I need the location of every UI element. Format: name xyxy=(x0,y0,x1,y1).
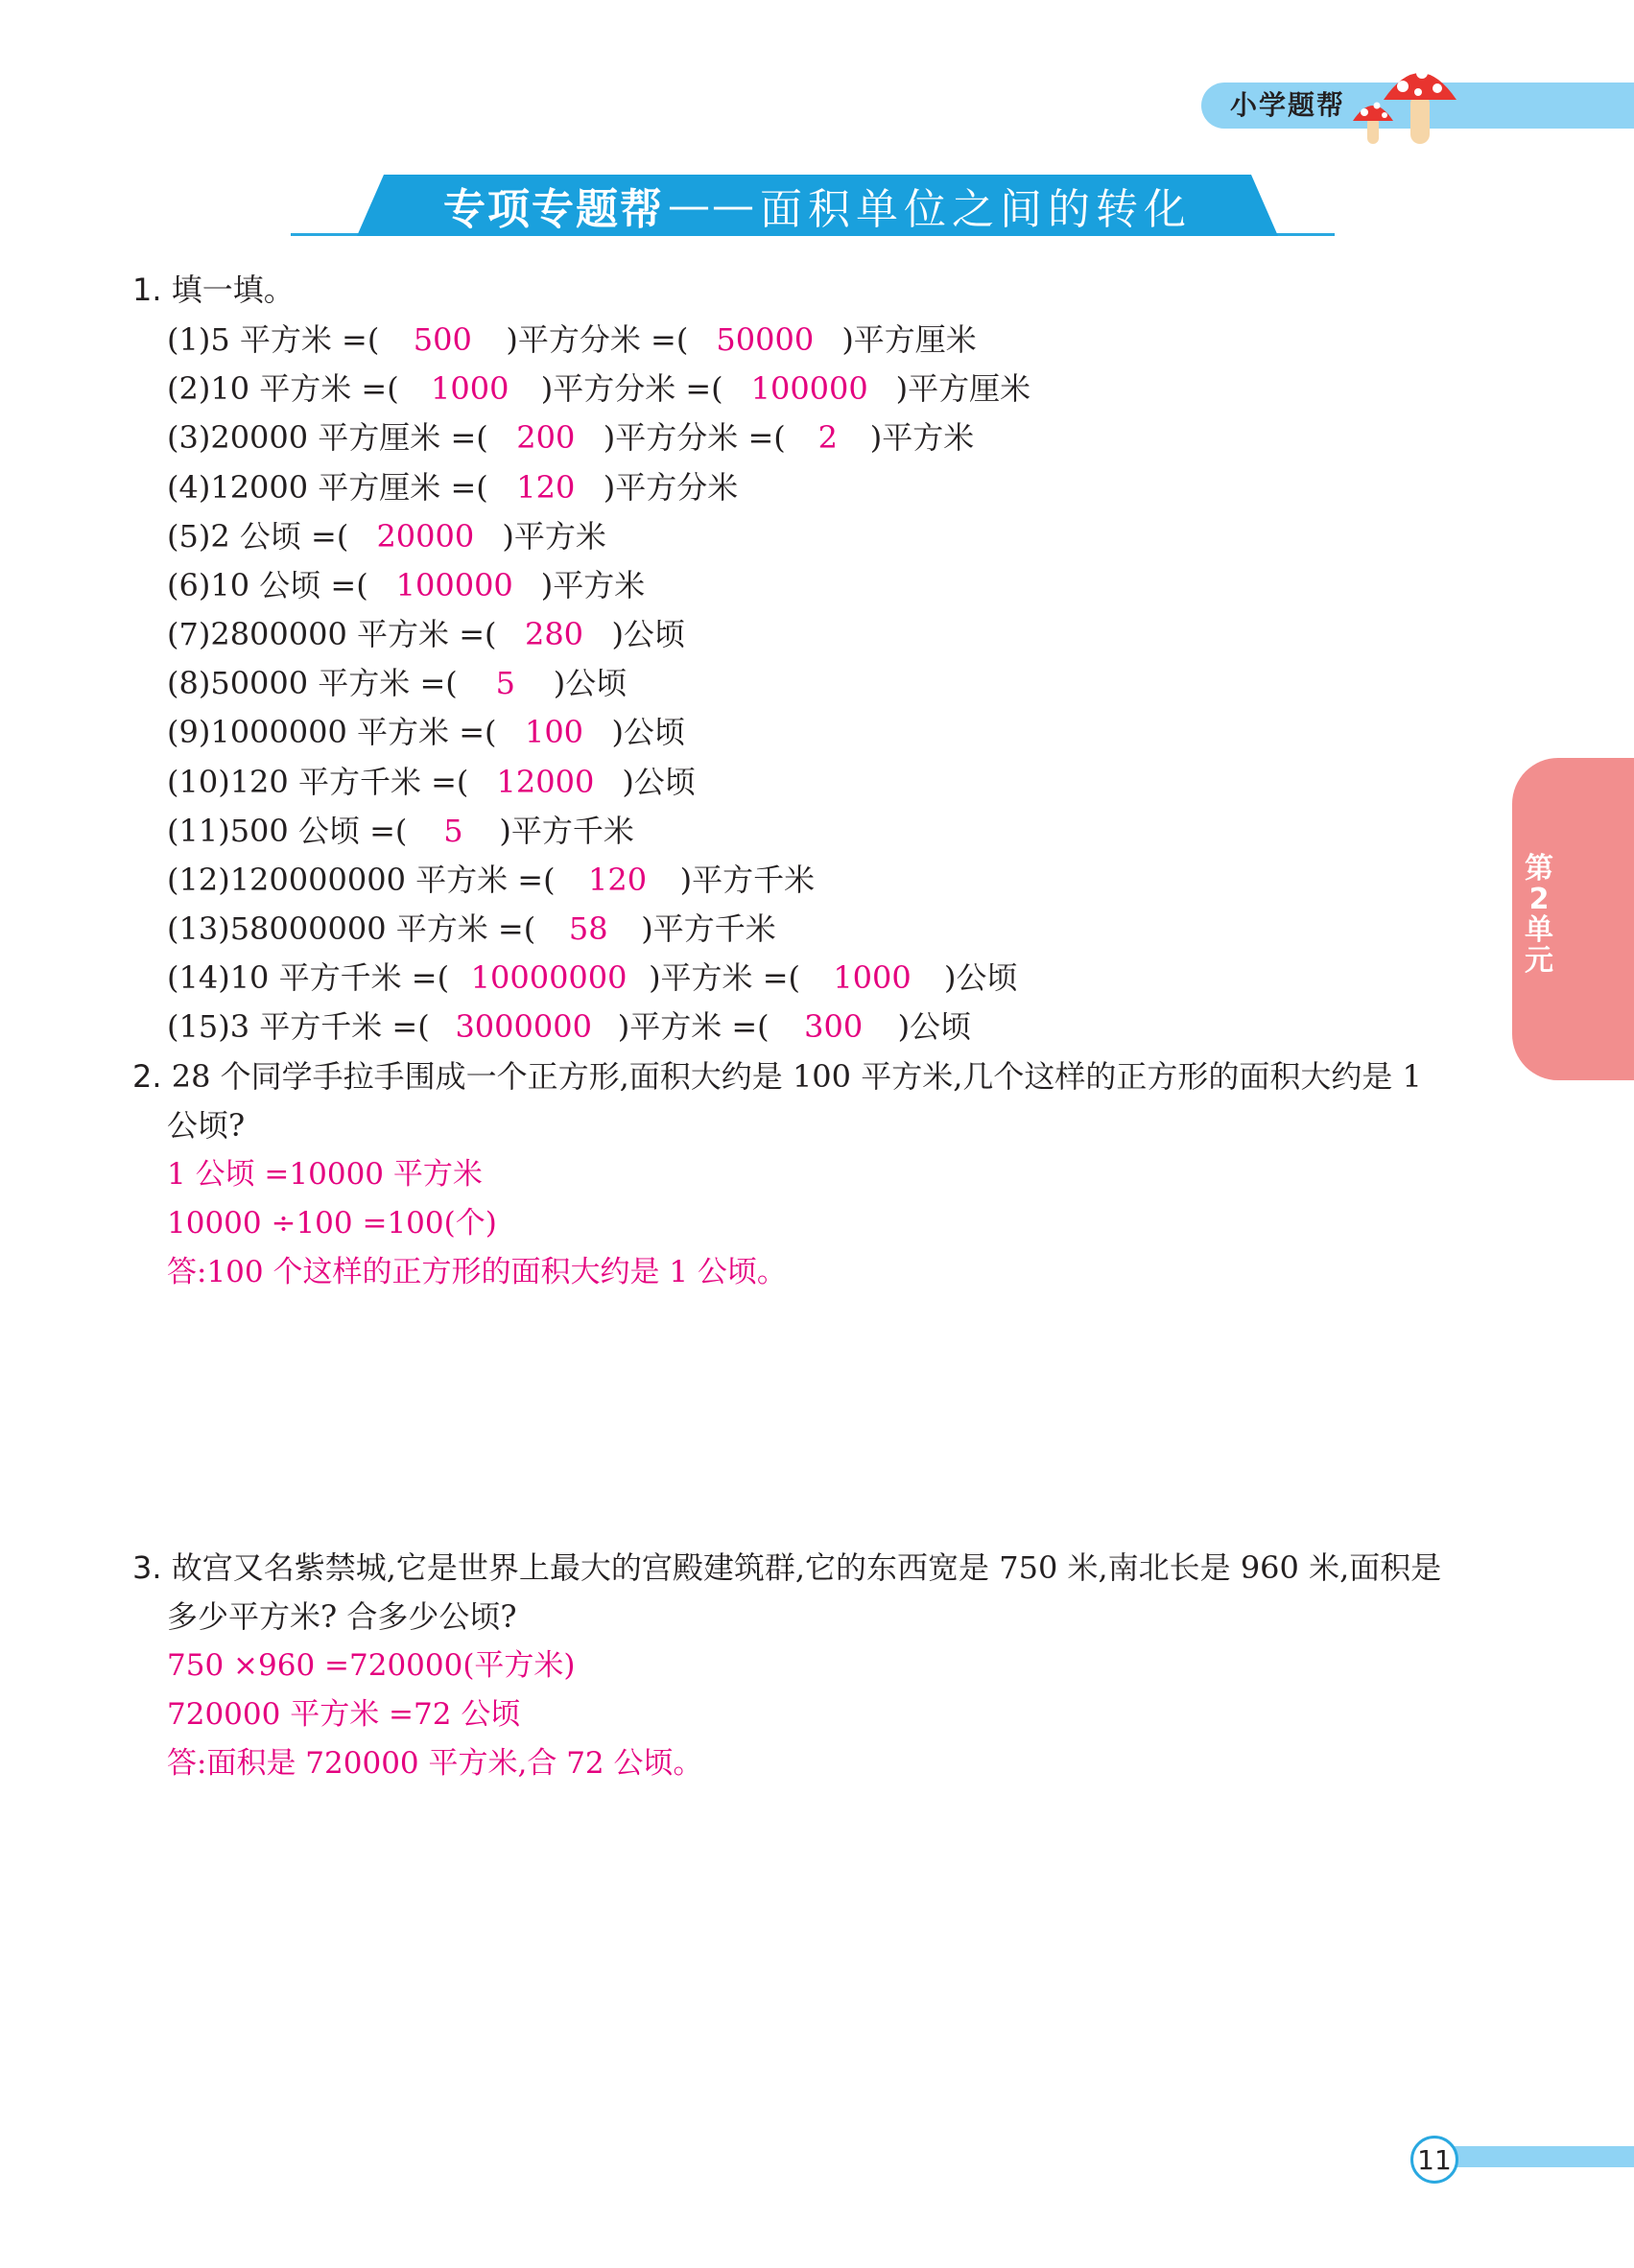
row-end: )平方米 xyxy=(869,419,975,456)
unit-char: 单 xyxy=(1525,913,1553,947)
row-mid: )平方分米 =( xyxy=(506,321,689,358)
row-end: )公顷 xyxy=(897,1008,972,1045)
row-label: (11)500 公顷 =( xyxy=(167,813,408,849)
unit-char: 元 xyxy=(1525,944,1553,978)
q3-solution-line: 720000 平方米 =72 公顷 xyxy=(167,1697,521,1732)
answer: 100000 xyxy=(750,370,868,407)
row-mid: )平方分米 =( xyxy=(540,370,723,407)
q2-heading xyxy=(132,1057,1422,1096)
title-sub: 面积单位之间的转化 xyxy=(760,185,1192,234)
page-number: 11 xyxy=(1410,2136,1458,2184)
answer: 3000000 xyxy=(455,1008,592,1045)
fill-row xyxy=(167,713,685,751)
answer: 200 xyxy=(516,419,576,456)
row-end: )公顷 xyxy=(622,764,696,800)
row-label: (12)120000000 平方米 =( xyxy=(167,862,556,898)
row-mid: )平方米 =( xyxy=(649,959,801,996)
fill-row xyxy=(167,812,634,850)
fill-row xyxy=(167,615,685,653)
fill-row xyxy=(167,664,627,702)
q2-line2: 公顷? xyxy=(167,1107,246,1144)
row-label: (9)1000000 平方米 =( xyxy=(167,714,497,750)
row-label: (14)10 平方千米 =( xyxy=(167,959,450,996)
row-end: )平方厘米 xyxy=(841,321,977,358)
fill-row xyxy=(167,958,1018,997)
answer: 10000000 xyxy=(470,959,628,996)
row-end: )公顷 xyxy=(611,714,685,750)
page-title xyxy=(357,175,1278,236)
answer: 120 xyxy=(516,469,576,506)
row-label: (7)2800000 平方米 =( xyxy=(167,616,497,652)
answer: 50000 xyxy=(716,321,815,358)
q3-line1: 故宫又名紫禁城,它是世界上最大的宫殿建筑群,它的东西宽是 750 米,南北长是 960 米,面积是 xyxy=(171,1549,1442,1586)
unit-label xyxy=(1520,854,1558,977)
answer: 12000 xyxy=(496,764,595,800)
answer: 5 xyxy=(495,665,515,701)
q1-prompt: 填一填。 xyxy=(171,272,295,308)
answer: 2 xyxy=(817,419,838,456)
title-dash: —— xyxy=(668,180,756,230)
answer: 120 xyxy=(588,862,648,898)
row-end: )平方米 xyxy=(502,518,606,555)
fill-row xyxy=(167,861,815,899)
q3-solution-line: 750 ×960 =720000(平方米) xyxy=(167,1648,576,1683)
row-mid: )平方米 =( xyxy=(617,1008,770,1045)
brand-label: 小学题帮 xyxy=(1230,89,1346,121)
fill-row xyxy=(167,910,776,948)
row-end: )公顷 xyxy=(611,616,685,652)
fill-row xyxy=(167,566,645,604)
title-main: 专项专题帮 xyxy=(443,185,664,234)
q3-line2: 多少平方米? 合多少公顷? xyxy=(167,1598,517,1635)
page-number-bar xyxy=(1449,2146,1634,2167)
answer: 280 xyxy=(524,616,584,652)
row-end: )平方千米 xyxy=(499,813,634,849)
answer: 5 xyxy=(443,813,463,849)
row-label: (8)50000 平方米 =( xyxy=(167,665,458,701)
row-end: )平方千米 xyxy=(679,862,816,898)
answer: 20000 xyxy=(376,518,475,555)
answer: 58 xyxy=(568,910,608,947)
q2-solution-line: 1 公顷 =10000 平方米 xyxy=(167,1157,483,1192)
row-label: (15)3 平方千米 =( xyxy=(167,1008,430,1045)
answer: 300 xyxy=(804,1008,864,1045)
row-mid: )平方分米 =( xyxy=(603,419,786,456)
row-end: )平方千米 xyxy=(641,910,776,947)
q1-number: 1. xyxy=(132,272,162,308)
row-end: )公顷 xyxy=(944,959,1018,996)
q2-number: 2. xyxy=(132,1058,162,1095)
q2-answer-line: 答:100 个这样的正方形的面积大约是 1 公顷。 xyxy=(167,1255,787,1289)
q1-heading xyxy=(132,271,295,309)
answer: 100000 xyxy=(395,567,513,603)
row-label: (3)20000 平方厘米 =( xyxy=(167,419,488,456)
q3-heading xyxy=(132,1548,1441,1587)
answer: 500 xyxy=(413,321,472,358)
mushroom-big-icon xyxy=(1382,58,1458,146)
row-end: )公顷 xyxy=(553,665,628,701)
fill-row xyxy=(167,320,977,359)
fill-row xyxy=(167,468,738,507)
q3-answer-line: 答:面积是 720000 平方米,合 72 公顷。 xyxy=(167,1746,703,1781)
answer: 100 xyxy=(524,714,584,750)
fill-row xyxy=(167,763,696,801)
q2-line1: 28 个同学手拉手围成一个正方形,面积大约是 100 平方米,几个这样的正方形的面积大约是 1 xyxy=(171,1058,1422,1095)
unit-char: 第 xyxy=(1525,852,1553,886)
fill-row xyxy=(167,418,974,457)
row-label: (4)12000 平方厘米 =( xyxy=(167,469,488,506)
row-label: (10)120 平方千米 =( xyxy=(167,764,469,800)
unit-char: 2 xyxy=(1528,883,1550,916)
answer: 1000 xyxy=(430,370,509,407)
row-label: (13)58000000 平方米 =( xyxy=(167,910,536,947)
row-label: (5)2 公顷 =( xyxy=(167,518,349,555)
row-end: )平方米 xyxy=(540,567,646,603)
row-label: (2)10 平方米 =( xyxy=(167,370,399,407)
fill-row xyxy=(167,1007,971,1046)
answer: 1000 xyxy=(833,959,912,996)
row-label: (6)10 公顷 =( xyxy=(167,567,368,603)
q3-number: 3. xyxy=(132,1549,162,1586)
row-end: )平方厘米 xyxy=(895,370,1031,407)
row-end: )平方分米 xyxy=(603,469,739,506)
fill-row xyxy=(167,369,1030,408)
q2-solution-line: 10000 ÷100 =100(个) xyxy=(167,1206,497,1240)
fill-row xyxy=(167,517,606,555)
row-label: (1)5 平方米 =( xyxy=(167,321,380,358)
